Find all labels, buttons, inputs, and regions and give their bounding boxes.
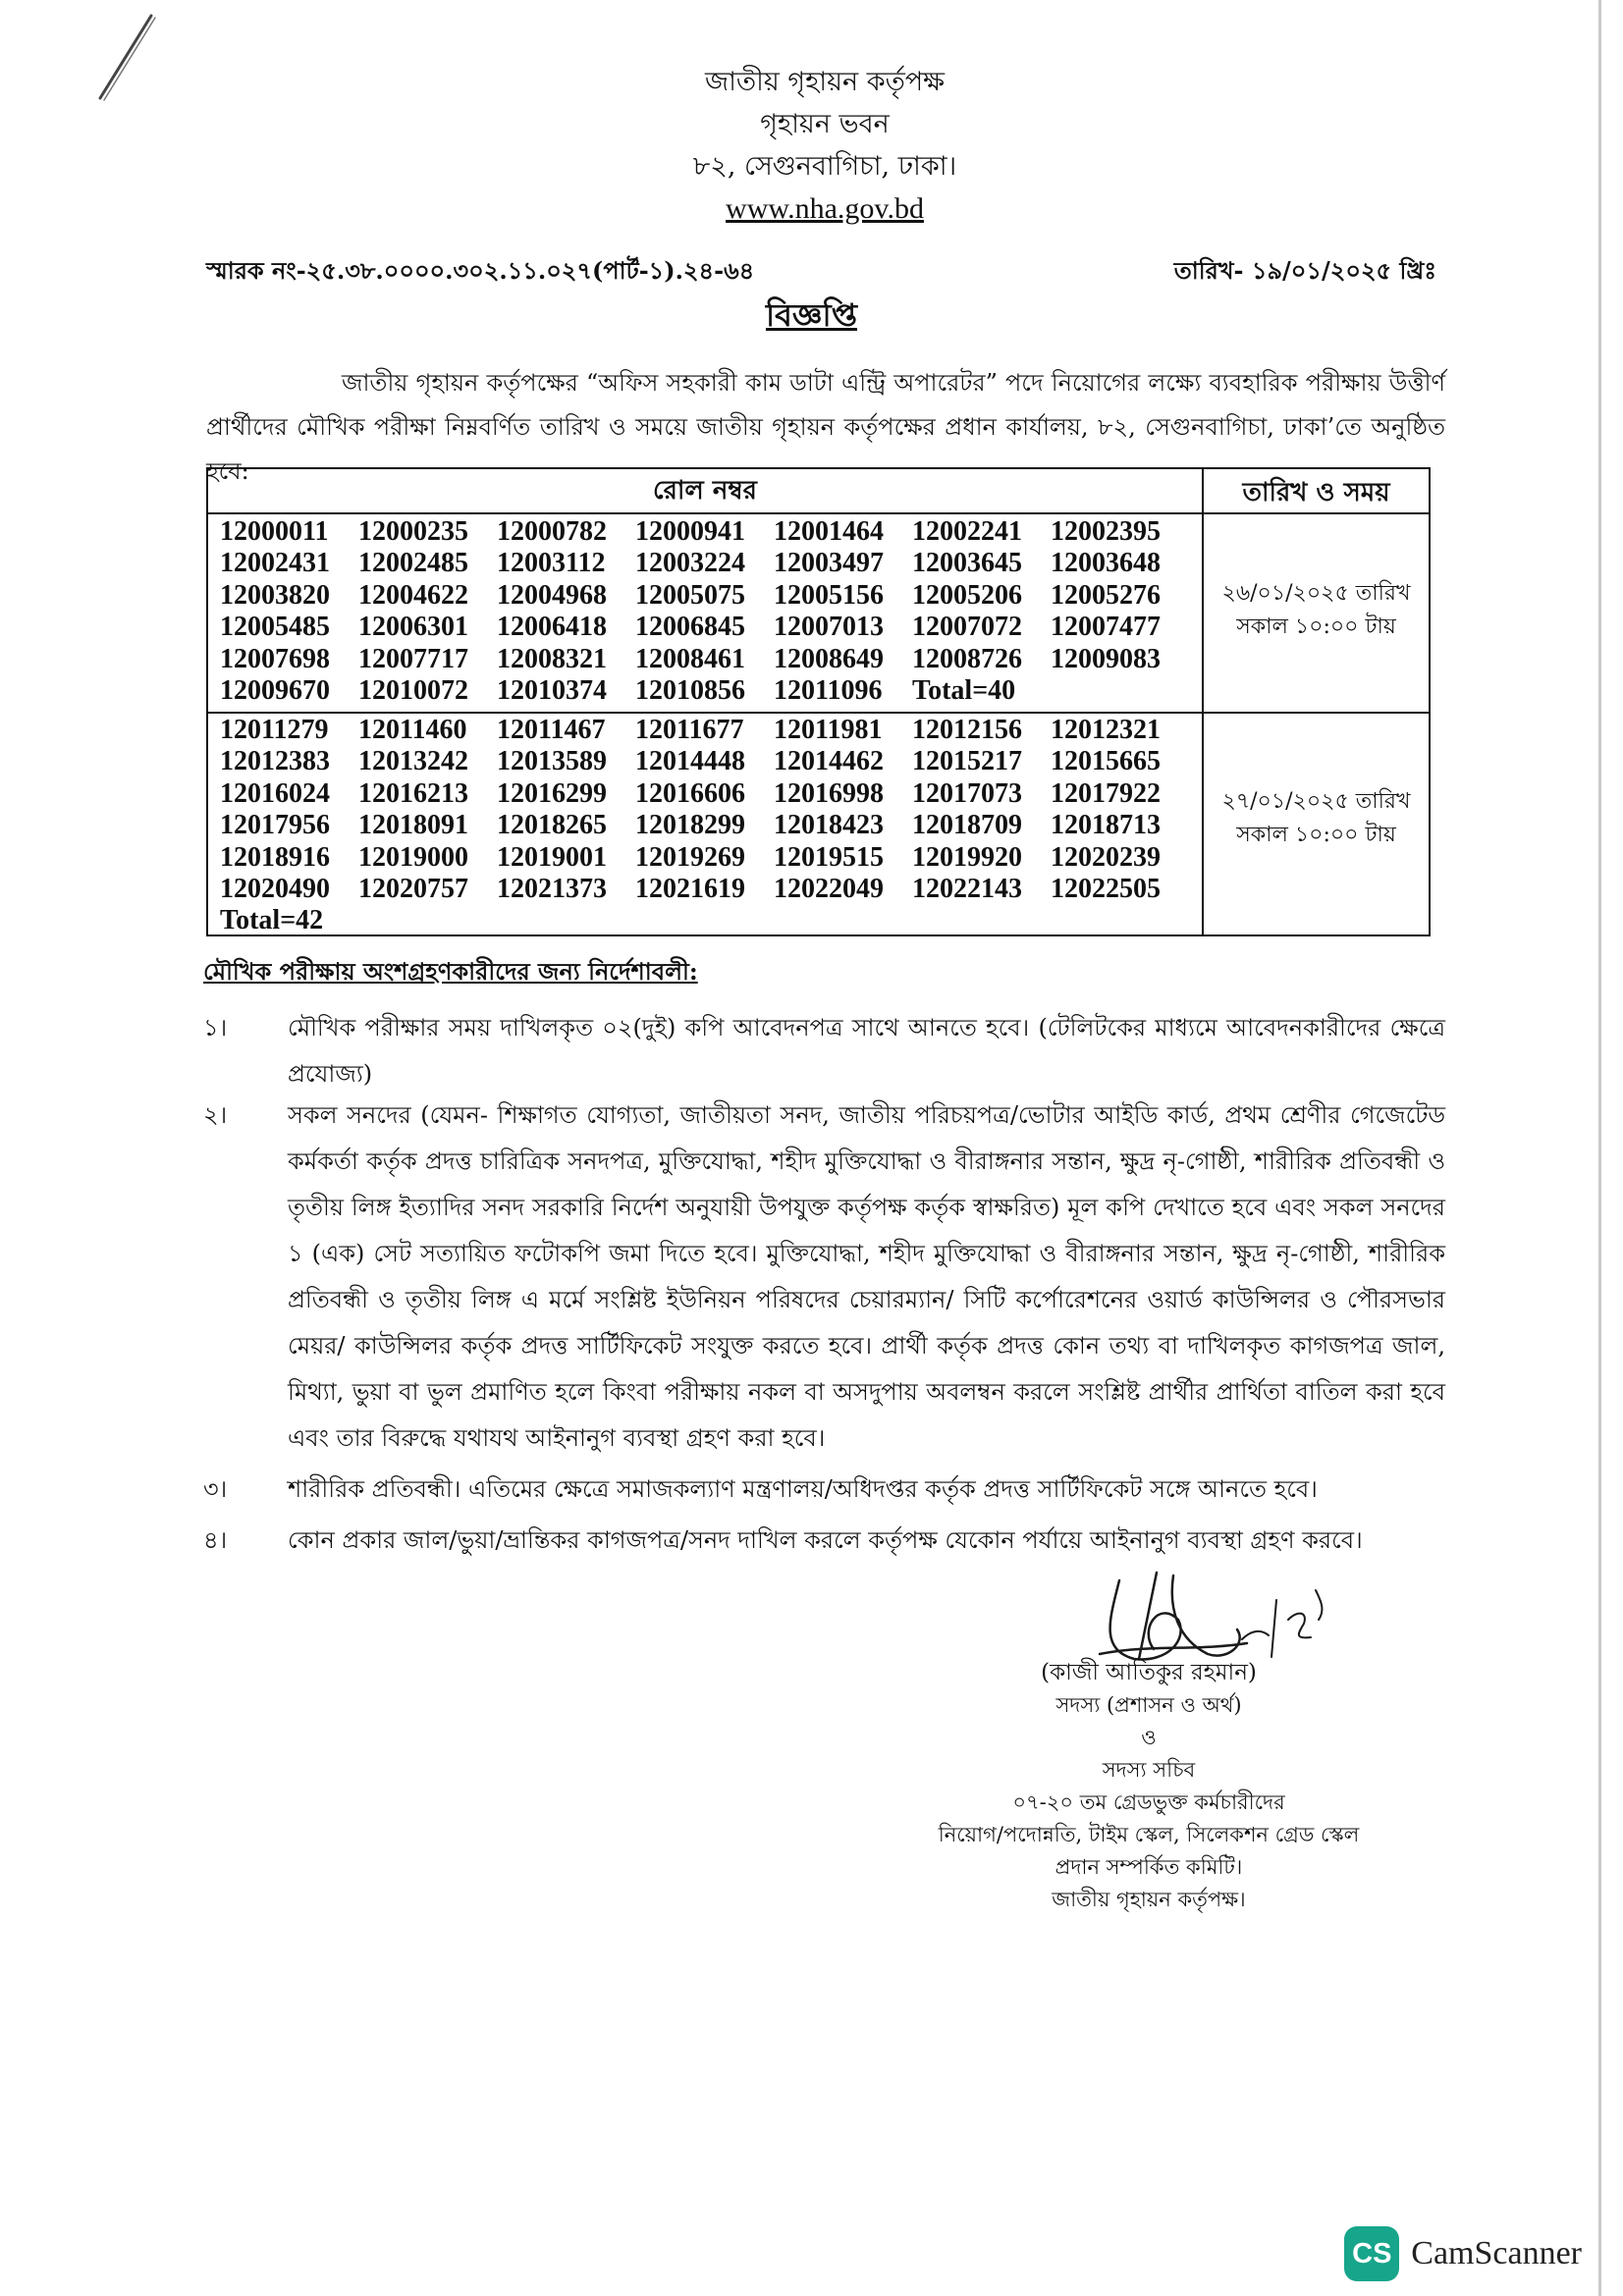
roll-number: 12007717 xyxy=(358,643,468,674)
roll-number: 12003224 xyxy=(635,548,745,579)
roll-number: 12021373 xyxy=(497,873,607,904)
roll-row xyxy=(220,675,1197,707)
roll-number: 12011279 xyxy=(220,715,329,745)
roll-number: 12003497 xyxy=(774,548,884,579)
roll-number: 12016299 xyxy=(497,777,607,809)
roll-number: 12000235 xyxy=(358,516,468,547)
roll-number: 12019920 xyxy=(912,841,1022,873)
roll-number: 12004968 xyxy=(497,579,607,611)
roll-number: 12022143 xyxy=(912,873,1022,904)
roll-number: 12014448 xyxy=(635,746,745,777)
table-column-divider xyxy=(1202,469,1204,934)
issue-date: তারিখ- ১৯/০১/২০২৫ খ্রিঃ xyxy=(1173,256,1436,285)
roll-number: 12008726 xyxy=(912,643,1022,674)
intro-paragraph: জাতীয় গৃহায়ন কর্তৃপক্ষের “অফিস সহকারী কাম ডাটা এন্ট্রি অপারেটর” পদে নিয়োগের লক্ষ্যে ব্যবহারিক পরীক্ষায় উত্তীর্ণ প্রার্থীদের মৌখিক পরীক্ষা নিম্নবর্ণিত তারিখ ও সময়ে জাতীয় গৃহায়ন কর্তৃপক্ষের প্রধান কার্যালয়, ৮২, সেগুনবাগিচা, ঢাকা’তে অনুষ্ঠিত হবে: xyxy=(206,369,1445,485)
roll-number: 12008461 xyxy=(635,643,745,674)
roll-number: 12013242 xyxy=(358,746,468,777)
roll-row xyxy=(220,612,1197,643)
slot-2-date: ২৭/০১/২০২৫ তারিখ xyxy=(1221,789,1411,814)
roll-row xyxy=(220,580,1197,612)
slot-2-time: সকাল ১০:০০ টায় xyxy=(1236,823,1396,847)
roll-number: 12016024 xyxy=(220,777,330,809)
roll-number: 12010856 xyxy=(635,674,745,706)
roll-number: 12005156 xyxy=(774,579,884,611)
handwritten-signature xyxy=(1041,1561,1335,1669)
roll-number: 12004622 xyxy=(358,579,468,611)
roll-number: 12020490 xyxy=(220,873,330,904)
roll-row xyxy=(220,644,1197,675)
roll-number: 12003648 xyxy=(1051,548,1161,579)
roll-number: 12005276 xyxy=(1051,579,1161,611)
memo-number: স্মারক নং-২৫.৩৮.০০০০.৩০২.১১.০২৭(পার্ট-১).২৪-৬৪ xyxy=(206,256,755,285)
roll-number: 12003820 xyxy=(220,579,330,611)
roll-number: 12011460 xyxy=(358,715,467,745)
roll-number: 12007698 xyxy=(220,643,330,674)
roll-number: 12012156 xyxy=(912,715,1022,745)
roll-number: 12000782 xyxy=(497,516,607,547)
signatory-line: ০৭-২০ তম গ্রেডভুক্ত কর্মচারীদের xyxy=(1012,1790,1285,1814)
slot-1-date: ২৬/০১/২০২৫ তারিখ xyxy=(1221,581,1411,606)
notice-title xyxy=(0,291,1623,344)
roll-row xyxy=(220,874,1197,905)
instruction-text: কোন প্রকার জাল/ভুয়া/ভ্রান্তিকর কাগজপত্র/সনদ দাখিল করলে কর্তৃপক্ষ যেকোন পর্যায়ে আইনানুগ ব্যবস্থা গ্রহণ করবে। xyxy=(288,1526,1363,1554)
roll-number: 12018713 xyxy=(1051,810,1161,841)
letterhead xyxy=(491,61,1159,230)
pen-stroke-mark xyxy=(90,8,169,106)
roll-number: 12018299 xyxy=(635,810,745,841)
notice-title-text: বিজ্ঞপ্তি xyxy=(765,296,858,334)
roll-group-1 xyxy=(220,516,1197,707)
roll-number: 12017956 xyxy=(220,810,330,841)
roll-number: 12011467 xyxy=(497,715,606,745)
roll-number: 12022505 xyxy=(1051,873,1161,904)
roll-number-table xyxy=(206,467,1431,936)
roll-number: 12020757 xyxy=(358,873,468,904)
roll-number: 12007013 xyxy=(774,612,884,643)
signatory-line: সদস্য সচিব xyxy=(1102,1758,1196,1782)
roll-row xyxy=(220,548,1197,579)
roll-number: 12005206 xyxy=(912,579,1022,611)
roll-number: 12019001 xyxy=(497,841,607,873)
roll-number: 12012383 xyxy=(220,746,330,777)
slot-1-time: সকাল ১০:০০ টায় xyxy=(1236,614,1396,639)
roll-row xyxy=(220,516,1197,548)
roll-number: 12021619 xyxy=(635,873,745,904)
signatory-line: নিয়োগ/পদোন্নতি, টাইম স্কেল, সিলেকশন গ্রেড স্কেল xyxy=(938,1823,1360,1846)
roll-number: 12005485 xyxy=(220,612,330,643)
roll-number: 12014462 xyxy=(774,746,884,777)
instruction-item xyxy=(203,1005,1445,1097)
roll-number: 12013589 xyxy=(497,746,607,777)
roll-number: 12007477 xyxy=(1051,612,1161,643)
roll-row xyxy=(220,778,1197,810)
roll-number: 12022049 xyxy=(774,873,884,904)
roll-number: 12017922 xyxy=(1051,777,1161,809)
org-address: ৮২, সেগুনবাগিচা, ঢাকা। xyxy=(692,151,957,182)
instruction-item xyxy=(203,1467,1445,1513)
signatory-line: ও xyxy=(1141,1726,1157,1749)
roll-number: 12019515 xyxy=(774,841,884,873)
roll-number: 12000011 xyxy=(220,516,329,547)
schedule-slot-2 xyxy=(1204,785,1429,852)
header-roll-number: রোল নম্বর xyxy=(653,476,757,506)
roll-number: 12003645 xyxy=(912,548,1022,579)
instruction-number: ১। xyxy=(203,1014,228,1041)
roll-number: 12000941 xyxy=(635,516,745,547)
building-name: গৃহায়ন ভবন xyxy=(760,109,890,139)
roll-number: 12016998 xyxy=(774,777,884,809)
camscanner-logo-icon: CS xyxy=(1344,2226,1399,2281)
roll-number: 12012321 xyxy=(1051,715,1161,745)
roll-row xyxy=(220,810,1197,841)
instruction-item xyxy=(203,1518,1445,1564)
roll-number: 12019000 xyxy=(358,841,468,873)
roll-number: 12007072 xyxy=(912,612,1022,643)
roll-number: 12011677 xyxy=(635,715,744,745)
instruction-item xyxy=(203,1093,1445,1462)
roll-number: 12011981 xyxy=(774,715,883,745)
roll-number: 12008649 xyxy=(774,643,884,674)
table-group-rule xyxy=(208,712,1429,714)
camscanner-watermark xyxy=(1344,2226,1582,2281)
roll-number: 12009083 xyxy=(1051,643,1161,674)
roll-number: 12018265 xyxy=(497,810,607,841)
roll-number: 12018916 xyxy=(220,841,330,873)
roll-number: 12009670 xyxy=(220,674,330,706)
roll-number: 12011096 xyxy=(774,674,883,706)
roll-total: Total=40 xyxy=(912,674,1016,706)
roll-number: 12016213 xyxy=(358,777,468,809)
schedule-slot-1 xyxy=(1204,577,1429,644)
roll-number: 12006845 xyxy=(635,612,745,643)
roll-row xyxy=(220,715,1197,746)
table-header-rule xyxy=(208,512,1429,514)
instruction-text: মৌখিক পরীক্ষার সময় দাখিলকৃত ০২(দুই) কপি আবেদনপত্র সাথে আনতে হবে। (টেলিটকের মাধ্যমে আবেদনকারীদের ক্ষেত্রে প্রযোজ্য) xyxy=(288,1014,1445,1088)
roll-row xyxy=(220,842,1197,874)
scan-edge-line xyxy=(1598,0,1601,2296)
roll-number: 12016606 xyxy=(635,777,745,809)
roll-number: 12002241 xyxy=(912,516,1022,547)
roll-number: 12015665 xyxy=(1051,746,1161,777)
roll-number: 12005075 xyxy=(635,579,745,611)
camscanner-text: CamScanner xyxy=(1411,2235,1582,2271)
roll-total: Total=42 xyxy=(220,905,324,936)
roll-number: 12010374 xyxy=(497,674,607,706)
roll-number: 12002395 xyxy=(1051,516,1161,547)
roll-number: 12001464 xyxy=(774,516,884,547)
website-link[interactable]: www.nha.gov.bd xyxy=(726,192,924,225)
roll-number: 12003112 xyxy=(497,548,606,579)
roll-number: 12017073 xyxy=(912,777,1022,809)
roll-number: 12002431 xyxy=(220,548,330,579)
instruction-number: ৩। xyxy=(203,1475,228,1503)
signatory-name: (কাজী আতিকুর রহমান) xyxy=(1041,1660,1257,1685)
roll-group-2 xyxy=(220,715,1197,937)
roll-number: 12002485 xyxy=(358,548,468,579)
roll-number: 12015217 xyxy=(912,746,1022,777)
roll-number: 12018423 xyxy=(774,810,884,841)
signatory-block xyxy=(923,1657,1375,1916)
signatory-line: প্রদান সম্পর্কিত কমিটি। xyxy=(1055,1855,1243,1879)
roll-number: 12006301 xyxy=(358,612,468,643)
roll-number: 12008321 xyxy=(497,643,607,674)
signatory-line: জাতীয় গৃহায়ন কর্তৃপক্ষ। xyxy=(1052,1888,1246,1911)
header-date-time: তারিখ ও সময় xyxy=(1242,478,1390,507)
instruction-text: সকল সনদের (যেমন- শিক্ষাগত যোগ্যতা, জাতীয়তা সনদ, জাতীয় পরিচয়পত্র/ভোটার আইডি কার্ড, প্রথম শ্রেণীর গেজেটেড কর্মকর্তা কর্তৃক প্রদত্ত চারিত্রিক সনদপত্র, মুক্তিযোদ্ধা, শহীদ মুক্তিযোদ্ধা ও বীরাঙ্গনার সন্তান, ক্ষুদ্র নৃ-গোষ্ঠী, শারীরিক প্রতিবন্ধী ও তৃতীয় লিঙ্গ ইত্যাদির সনদ সরকারি নির্দেশ অনুযায়ী উপযুক্ত কর্তৃপক্ষ কর্তৃক স্বাক্ষরিত) মূল কপি দেখাতে হবে এবং সকল সনদের ১ (এক) সেট সত্যায়িত ফটোকপি জমা দিতে হবে। মুক্তিযোদ্ধা, শহীদ মুক্তিযোদ্ধা ও বীরাঙ্গনার সন্তান, ক্ষুদ্র নৃ-গোষ্ঠী, শারীরিক প্রতিবন্ধী ও তৃতীয় লিঙ্গ এ মর্মে সংশ্লিষ্ট ইউনিয়ন পরিষদের চেয়ারম্যান/ সিটি কর্পোরেশনের ওয়ার্ড কাউন্সিলর ও পৌরসভার মেয়র/ কাউন্সিলর কর্তৃক প্রদত্ত সার্টিফিকেট সংযুক্ত করতে হবে। প্রার্থী কর্তৃক প্রদত্ত কোন তথ্য বা দাখিলকৃত কাগজপত্র জাল, মিথ্যা, ভুয়া বা ভুল প্রমাণিত হলে কিংবা পরীক্ষায় নকল বা অসদুপায় অবলম্বন করলে সংশ্লিষ্ট প্রার্থীর প্রার্থিতা বাতিল করা হবে এবং তার বিরুদ্ধে যথাযথ আইনানুগ ব্যবস্থা গ্রহণ করা হবে। xyxy=(288,1101,1445,1452)
instruction-number: ২। xyxy=(203,1101,228,1129)
instruction-number: ৪। xyxy=(203,1526,228,1554)
roll-row xyxy=(220,746,1197,777)
roll-number: 12010072 xyxy=(358,674,468,706)
instructions-heading: মৌখিক পরীক্ষায় অংশগ্রহণকারীদের জন্য নির্দেশাবলী: xyxy=(203,957,698,986)
roll-number: 12018709 xyxy=(912,810,1022,841)
signatory-line: সদস্য (প্রশাসন ও অর্থ) xyxy=(1055,1693,1242,1717)
roll-number: 12018091 xyxy=(358,810,468,841)
instruction-text: শারীরিক প্রতিবন্ধী। এতিমের ক্ষেত্রে সমাজকল্যাণ মন্ত্রণালয়/অধিদপ্তর কর্তৃক প্রদত্ত সার্টিফিকেট সঙ্গে আনতে হবে। xyxy=(288,1475,1318,1503)
roll-number: 12006418 xyxy=(497,612,607,643)
roll-row xyxy=(220,905,1197,936)
roll-number: 12020239 xyxy=(1051,841,1161,873)
roll-number: 12019269 xyxy=(635,841,745,873)
org-name: জাতীয় গৃহায়ন কর্তৃপক্ষ xyxy=(704,67,946,97)
